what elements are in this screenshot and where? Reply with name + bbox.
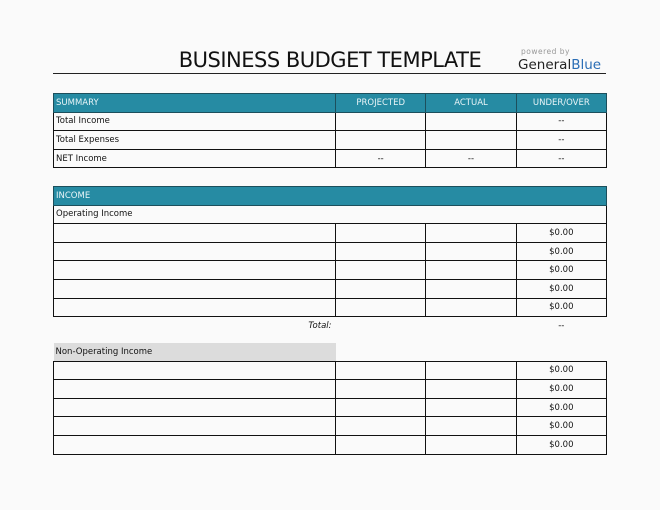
item-cell[interactable] xyxy=(54,242,336,261)
empty-cell xyxy=(516,343,606,361)
actual-cell[interactable] xyxy=(426,242,516,261)
table-row xyxy=(54,417,607,436)
operating-income-table xyxy=(53,186,607,335)
summary-row-net-income xyxy=(54,149,607,168)
projected-cell[interactable] xyxy=(336,224,426,243)
operating-income-label-row xyxy=(54,205,607,224)
table-row xyxy=(54,435,607,454)
projected-cell[interactable] xyxy=(336,112,426,131)
page-title: BUSINESS BUDGET TEMPLATE xyxy=(178,48,482,72)
income-header-row xyxy=(54,187,607,206)
summary-table xyxy=(53,93,607,168)
actual-cell[interactable] xyxy=(426,361,516,380)
table-row xyxy=(54,261,607,280)
item-cell[interactable] xyxy=(54,361,336,380)
item-cell[interactable] xyxy=(54,224,336,243)
non-operating-label-row xyxy=(54,343,607,361)
actual-cell[interactable] xyxy=(426,279,516,298)
projected-cell[interactable] xyxy=(336,261,426,280)
table-row xyxy=(54,380,607,399)
header-summary: SUMMARY xyxy=(54,94,336,113)
item-cell[interactable] xyxy=(54,298,336,317)
under-over-cell: $0.00 xyxy=(516,435,606,454)
actual-cell[interactable] xyxy=(426,435,516,454)
logo-text-blue: Blue xyxy=(571,57,602,73)
item-cell[interactable] xyxy=(54,417,336,436)
logo-text-general: General xyxy=(518,57,572,73)
empty-cell xyxy=(426,317,516,335)
non-operating-income-label: Non-Operating Income xyxy=(54,343,336,361)
actual-cell[interactable] xyxy=(426,398,516,417)
under-over-cell: $0.00 xyxy=(516,417,606,436)
under-over-cell: $0.00 xyxy=(516,398,606,417)
projected-cell: -- xyxy=(336,149,426,168)
total-value: -- xyxy=(558,320,565,331)
table-row xyxy=(54,224,607,243)
actual-cell[interactable] xyxy=(426,131,516,150)
table-row xyxy=(54,242,607,261)
item-cell[interactable] xyxy=(54,435,336,454)
projected-cell[interactable] xyxy=(336,435,426,454)
under-over-cell: -- xyxy=(516,149,606,168)
header-under-over: UNDER/OVER xyxy=(516,94,606,113)
actual-cell[interactable] xyxy=(426,112,516,131)
projected-cell[interactable] xyxy=(336,380,426,399)
item-cell[interactable] xyxy=(54,261,336,280)
generalblue-logo xyxy=(518,57,601,73)
under-over-cell: $0.00 xyxy=(516,224,606,243)
under-over-cell: $0.00 xyxy=(516,242,606,261)
empty-cell xyxy=(426,343,516,361)
item-cell[interactable] xyxy=(54,398,336,417)
actual-cell[interactable] xyxy=(426,380,516,399)
row-label: Total Expenses xyxy=(54,131,336,150)
projected-cell[interactable] xyxy=(336,398,426,417)
under-over-cell: -- xyxy=(516,131,606,150)
header-income: INCOME xyxy=(54,187,607,206)
projected-cell[interactable] xyxy=(336,131,426,150)
actual-cell[interactable] xyxy=(426,417,516,436)
under-over-cell: $0.00 xyxy=(516,361,606,380)
under-over-cell: $0.00 xyxy=(516,261,606,280)
table-row xyxy=(54,298,607,317)
row-label: Total Income xyxy=(54,112,336,131)
under-over-cell: $0.00 xyxy=(516,380,606,399)
projected-cell[interactable] xyxy=(336,417,426,436)
actual-cell[interactable] xyxy=(426,224,516,243)
actual-cell: -- xyxy=(426,149,516,168)
empty-cell xyxy=(336,317,426,335)
table-row xyxy=(54,279,607,298)
under-over-cell: $0.00 xyxy=(516,279,606,298)
projected-cell[interactable] xyxy=(336,279,426,298)
actual-cell[interactable] xyxy=(426,261,516,280)
header-projected: PROJECTED xyxy=(336,94,426,113)
summary-header-row xyxy=(54,94,607,113)
actual-cell[interactable] xyxy=(426,298,516,317)
operating-income-label: Operating Income xyxy=(54,205,607,224)
projected-cell[interactable] xyxy=(336,361,426,380)
row-label: NET Income xyxy=(54,149,336,168)
projected-cell[interactable] xyxy=(336,242,426,261)
item-cell[interactable] xyxy=(54,279,336,298)
summary-row-total-expenses xyxy=(54,131,607,150)
header-actual: ACTUAL xyxy=(426,94,516,113)
title-divider xyxy=(53,73,606,74)
under-over-cell: $0.00 xyxy=(516,298,606,317)
summary-row-total-income xyxy=(54,112,607,131)
operating-total-row xyxy=(54,317,607,335)
powered-by-label: powered by xyxy=(521,47,570,56)
table-row xyxy=(54,398,607,417)
empty-cell xyxy=(336,343,426,361)
under-over-cell: -- xyxy=(516,112,606,131)
projected-cell[interactable] xyxy=(336,298,426,317)
total-label: Total: xyxy=(308,320,332,331)
table-row xyxy=(54,361,607,380)
item-cell[interactable] xyxy=(54,380,336,399)
non-operating-income-table xyxy=(53,343,607,455)
